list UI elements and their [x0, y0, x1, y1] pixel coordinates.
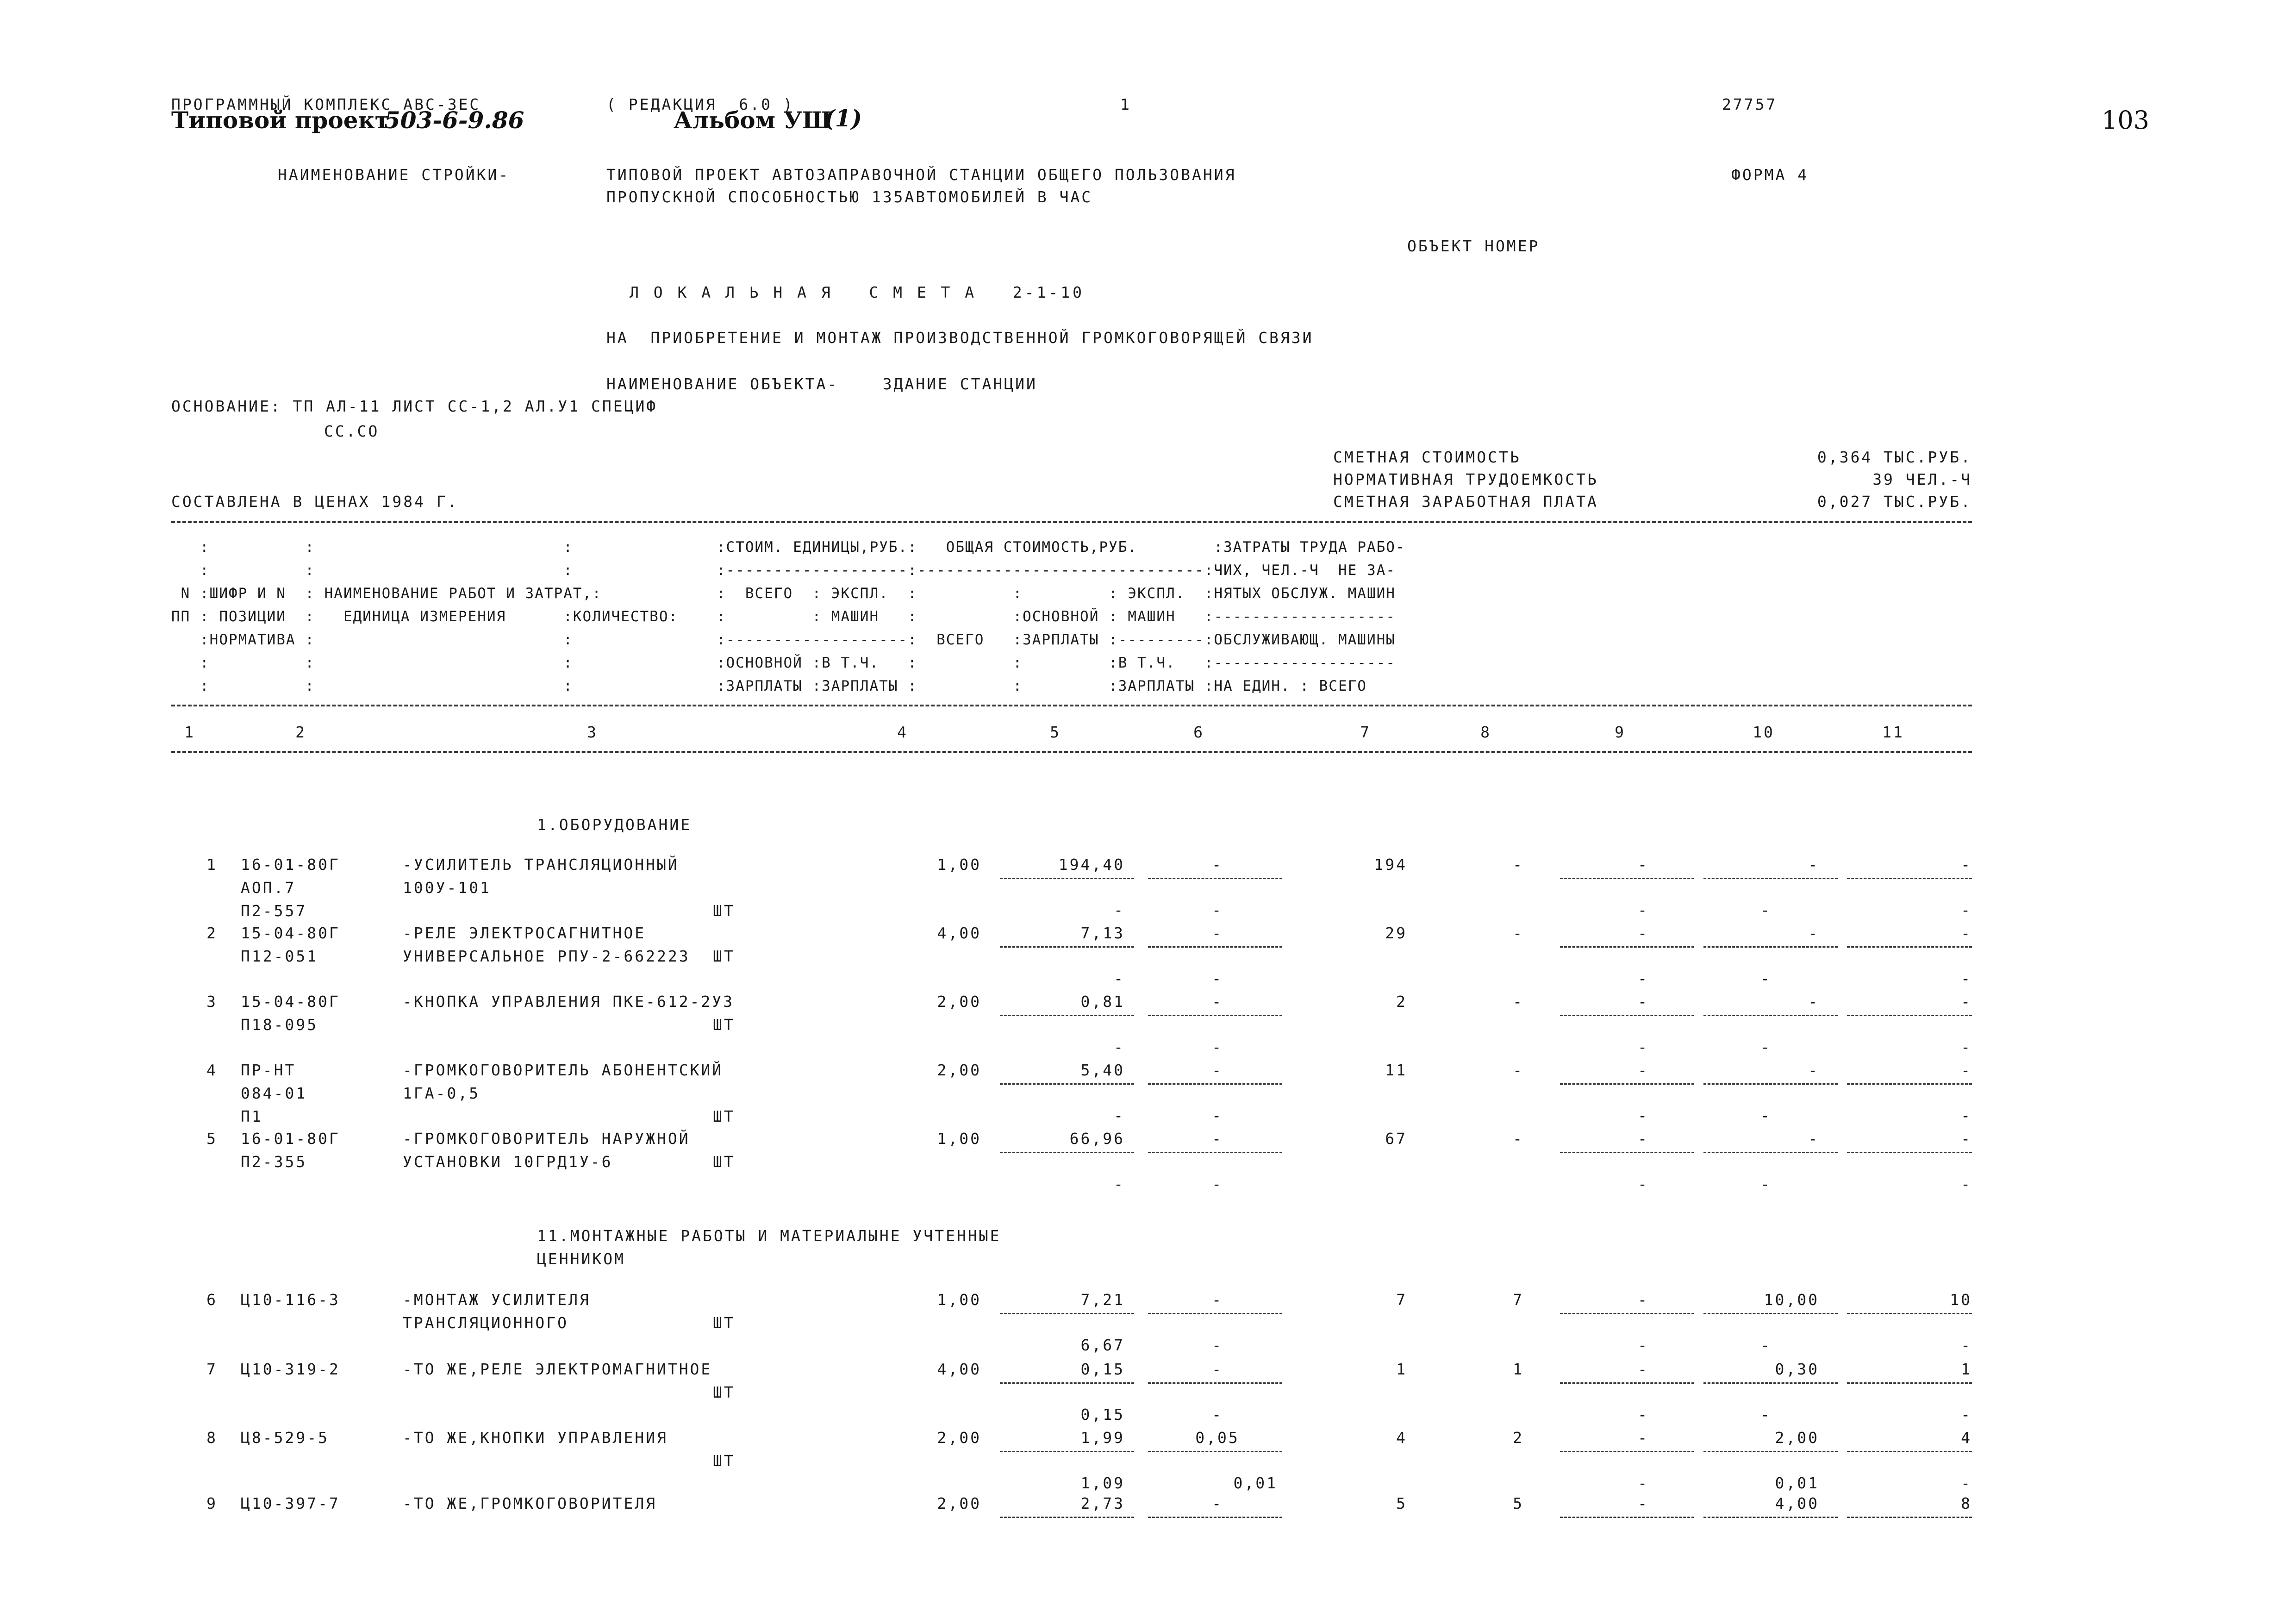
work-name: -ТО ЖЕ,РЕЛЕ ЭЛЕКТРОМАГНИТНОЕ — [403, 1360, 712, 1378]
position-code: П2-557 — [241, 902, 307, 920]
labor-machines-per-unit: - — [1760, 1038, 1772, 1056]
labor-per-unit: - — [1808, 1130, 1819, 1148]
labor-machines-total: - — [1961, 1038, 1972, 1056]
unit-cost-wages: - — [1114, 1038, 1125, 1056]
total-machine-wages: - — [1638, 1405, 1649, 1424]
cell-divider — [1847, 1152, 1972, 1153]
cell-divider — [1703, 1382, 1838, 1384]
unit-cost-total: 66,96 — [1069, 1130, 1125, 1148]
album-label: Альбом УШ — [674, 106, 832, 134]
work-name: -УСИЛИТЕЛЬ ТРАНСЛЯЦИОННЫЙ — [403, 856, 679, 874]
row-number: 7 — [206, 1360, 218, 1378]
total-machine-wages: - — [1638, 1336, 1649, 1354]
labor-machines-per-unit: - — [1760, 1336, 1772, 1354]
object-name: НАИМЕНОВАНИЕ ОБЪЕКТА- ЗДАНИЕ СТАНЦИИ — [606, 375, 1037, 393]
header-rule-top — [171, 521, 1972, 523]
labor-total: - — [1961, 1130, 1972, 1148]
cell-divider — [1703, 1152, 1838, 1153]
labor-machines-total: - — [1961, 1175, 1972, 1193]
unit-cost-wages: 1,09 — [1080, 1474, 1125, 1492]
cell-divider — [1000, 878, 1134, 879]
cell-divider — [1560, 1015, 1694, 1016]
quantity: 2,00 — [937, 1429, 981, 1447]
col-number: 7 — [1360, 723, 1371, 741]
cell-divider — [1148, 878, 1282, 879]
position-code: Ц10-116-3 — [241, 1291, 340, 1309]
position-code: Ц10-397-7 — [241, 1494, 340, 1512]
unit-cost-machines: 0,05 — [1195, 1429, 1240, 1447]
cell-divider — [1148, 1152, 1282, 1153]
work-name: УСТАНОВКИ 10ГРД1У-6 — [403, 1153, 613, 1171]
cell-divider — [1847, 1015, 1972, 1016]
totals-value-1: 39 ЧЕЛ.-Ч — [1872, 470, 1972, 488]
section-equipment-title: 1.ОБОРУДОВАНИЕ — [537, 816, 692, 834]
cell-divider — [1847, 1517, 1972, 1518]
cell-divider — [1000, 1152, 1134, 1153]
quantity: 4,00 — [937, 924, 981, 942]
cell-divider — [1148, 946, 1282, 948]
unit-of-measure: ШТ — [713, 1452, 735, 1470]
work-name: -ГРОМКОГОВОРИТЕЛЬ АБОНЕНТСКИЙ — [403, 1061, 724, 1079]
labor-per-unit: - — [1808, 924, 1819, 942]
cell-divider — [1000, 1083, 1134, 1085]
col-number: 11 — [1882, 723, 1904, 741]
total-machine-wages: - — [1638, 1175, 1649, 1193]
cell-divider — [1000, 1451, 1134, 1452]
position-code: П12-051 — [241, 947, 318, 965]
cell-divider — [1560, 1083, 1694, 1085]
totals-label-2: СМЕТНАЯ ЗАРАБОТНАЯ ПЛАТА — [1333, 493, 1598, 511]
labor-total: 1 — [1961, 1360, 1972, 1378]
section-installation-title-cont: ЦЕННИКОМ — [537, 1250, 625, 1268]
labor-total: - — [1961, 924, 1972, 942]
cell-divider — [1703, 1517, 1838, 1518]
position-code: 16-01-80Г — [241, 1130, 340, 1148]
row-number: 2 — [206, 924, 218, 942]
unit-cost-machines: - — [1212, 1291, 1223, 1309]
cell-divider — [1703, 1083, 1838, 1085]
unit-cost-machines: - — [1212, 1061, 1223, 1079]
cell-divider — [1148, 1382, 1282, 1384]
quantity: 2,00 — [937, 1494, 981, 1512]
work-name: 1ГА-0,5 — [403, 1084, 480, 1102]
cell-divider — [1847, 1382, 1972, 1384]
labor-per-unit: 2,00 — [1775, 1429, 1819, 1447]
cell-divider — [1703, 878, 1838, 879]
unit-cost-total: 1,99 — [1080, 1429, 1125, 1447]
basis-line1: ОСНОВАНИЕ: ТП АЛ-11 ЛИСТ СС-1,2 АЛ.У1 СПЕЦИФ — [171, 397, 658, 415]
cell-divider — [1560, 1313, 1694, 1314]
cell-divider — [1560, 1517, 1694, 1518]
unit-cost-total: 2,73 — [1080, 1494, 1125, 1512]
unit-cost-machines: - — [1212, 993, 1223, 1011]
quantity: 2,00 — [937, 993, 981, 1011]
total-wages: 2 — [1513, 1429, 1524, 1447]
cell-divider — [1148, 1015, 1282, 1016]
unit-cost-wages: - — [1114, 1106, 1125, 1124]
row-number: 1 — [206, 856, 218, 874]
table-header-line-3: ПП : ПОЗИЦИИ : ЕДИНИЦА ИЗМЕРЕНИЯ :КОЛИЧЕСТВО: : : МАШИН : :ОСНОВНОЙ : МАШИН :------------------- — [171, 608, 1396, 625]
table-header-line-4: :НОРМАТИВА : : :-------------------: ВСЕГО :ЗАРПЛАТЫ :---------:ОБСЛУЖИВАЮЩ. МАШИНЫ — [171, 631, 1396, 648]
unit-cost-wages: 0,15 — [1080, 1405, 1125, 1424]
form-number: ФОРМА 4 — [1731, 166, 1809, 184]
cell-divider — [1148, 1083, 1282, 1085]
cell-divider — [1000, 1015, 1134, 1016]
total-cost: 194 — [1374, 856, 1407, 874]
row-number: 6 — [206, 1291, 218, 1309]
total-machine-wages: - — [1638, 1038, 1649, 1056]
program-edition: ( РЕДАКЦИЯ 6.0 ) — [606, 95, 794, 113]
unit-cost-machine-wages: - — [1212, 1038, 1223, 1056]
total-wages: 7 — [1513, 1291, 1524, 1309]
cell-divider — [1703, 1451, 1838, 1452]
table-header-line-2: N :ШИФР И N : НАИМЕНОВАНИЕ РАБОТ И ЗАТРАТ,: : ВСЕГО : ЭКСПЛ. : : : ЭКСПЛ. :НЯТЫХ ОБСЛУЖ. МАШИН — [171, 585, 1396, 602]
col-number: 8 — [1480, 723, 1491, 741]
total-wages: 5 — [1513, 1494, 1524, 1512]
quantity: 2,00 — [937, 1061, 981, 1079]
cell-divider — [1847, 1313, 1972, 1314]
labor-total: - — [1961, 856, 1972, 874]
project-number: 503-6-9.86 — [384, 106, 524, 134]
page-number: 1 — [1120, 95, 1131, 113]
work-name: -КНОПКА УПРАВЛЕНИЯ ПКЕ-612-2У3 — [403, 993, 735, 1011]
total-wages: - — [1513, 1130, 1524, 1148]
header-rule-mid — [171, 705, 1972, 706]
labor-machines-per-unit: - — [1760, 901, 1772, 919]
work-name: -ГРОМКОГОВОРИТЕЛЬ НАРУЖНОЙ — [403, 1130, 690, 1148]
total-cost: 5 — [1396, 1494, 1407, 1512]
totals-value-2: 0,027 ТЫС.РУБ. — [1817, 493, 1972, 511]
cell-divider — [1000, 1382, 1134, 1384]
total-machines: - — [1638, 856, 1649, 874]
position-code: 15-04-80Г — [241, 993, 340, 1011]
unit-cost-machines: - — [1212, 924, 1223, 942]
totals-label-0: СМЕТНАЯ СТОИМОСТЬ — [1333, 448, 1521, 466]
total-cost: 11 — [1385, 1061, 1407, 1079]
position-code: П2-355 — [241, 1153, 307, 1171]
total-cost: 2 — [1396, 993, 1407, 1011]
cell-divider — [1148, 1451, 1282, 1452]
total-machines: - — [1638, 1494, 1649, 1512]
cell-divider — [1847, 1083, 1972, 1085]
col-number: 10 — [1753, 723, 1775, 741]
total-machines: - — [1638, 1360, 1649, 1378]
labor-total: 4 — [1961, 1429, 1972, 1447]
total-machine-wages: - — [1638, 901, 1649, 919]
total-machines: - — [1638, 993, 1649, 1011]
work-name: 100У-101 — [403, 879, 491, 897]
table-header-line-6: : : : :ЗАРПЛАТЫ :ЗАРПЛАТЫ : : :ЗАРПЛАТЫ :НА ЕДИН. : ВСЕГО — [171, 678, 1367, 694]
basis-line2: СС.СО — [324, 422, 380, 440]
work-name: -МОНТАЖ УСИЛИТЕЛЯ — [403, 1291, 591, 1309]
project-label: Типовой проект — [171, 106, 389, 134]
cell-divider — [1703, 1313, 1838, 1314]
position-code: П1 — [241, 1107, 263, 1125]
total-wages: - — [1513, 856, 1524, 874]
total-cost: 1 — [1396, 1360, 1407, 1378]
object-number: ОБЪЕКТ НОМЕР — [1407, 237, 1540, 255]
unit-cost-machine-wages: - — [1212, 1175, 1223, 1193]
unit-cost-machine-wages: - — [1212, 1405, 1223, 1424]
site-name-line2: ПРОПУСКНОЙ СПОСОБНОСТЬЮ 135АВТОМОБИЛЕЙ В ЧАС — [606, 188, 1093, 206]
cell-divider — [1847, 1451, 1972, 1452]
position-code: 084-01 — [241, 1084, 307, 1102]
document-code: 27757 — [1722, 95, 1778, 113]
unit-cost-machine-wages: 0,01 — [1233, 1474, 1278, 1492]
work-name: УНИВЕРСАЛЬНОЕ РПУ-2-662223 — [403, 947, 690, 965]
col-number: 9 — [1615, 723, 1626, 741]
total-wages: - — [1513, 924, 1524, 942]
prices-basis: СОСТАВЛЕНА В ЦЕНАХ 1984 Г. — [171, 493, 459, 511]
row-number: 4 — [206, 1061, 218, 1079]
position-code: Ц8-529-5 — [241, 1429, 329, 1447]
total-machines: - — [1638, 924, 1649, 942]
unit-cost-wages: - — [1114, 969, 1125, 987]
col-number: 4 — [897, 723, 908, 741]
labor-total: 10 — [1950, 1291, 1972, 1309]
col-number: 3 — [587, 723, 598, 741]
album-part: (1) — [824, 105, 862, 132]
row-number: 3 — [206, 993, 218, 1011]
labor-per-unit: 0,30 — [1775, 1360, 1819, 1378]
labor-machines-total: - — [1961, 1474, 1972, 1492]
cell-divider — [1148, 1313, 1282, 1314]
position-code: 15-04-80Г — [241, 924, 340, 942]
unit-cost-machines: - — [1212, 1130, 1223, 1148]
unit-cost-machine-wages: - — [1212, 901, 1223, 919]
unit-of-measure: ШТ — [713, 902, 735, 920]
unit-of-measure: ШТ — [713, 1107, 735, 1125]
labor-per-unit: - — [1808, 1061, 1819, 1079]
position-code: ПР-НТ — [241, 1061, 296, 1079]
total-machines: - — [1638, 1291, 1649, 1309]
col-number: 1 — [184, 723, 195, 741]
total-cost: 67 — [1385, 1130, 1407, 1148]
cell-divider — [1560, 878, 1694, 879]
total-machines: - — [1638, 1061, 1649, 1079]
cell-divider — [1703, 946, 1838, 948]
unit-of-measure: ШТ — [713, 1383, 735, 1401]
site-name-line1: ТИПОВОЙ ПРОЕКТ АВТОЗАПРАВОЧНОЙ СТАНЦИИ ОБЩЕГО ПОЛЬЗОВАНИЯ — [606, 166, 1236, 184]
labor-machines-per-unit: - — [1760, 969, 1772, 987]
total-machine-wages: - — [1638, 1474, 1649, 1492]
total-wages: 1 — [1513, 1360, 1524, 1378]
table-header-line-1: : : : :-------------------:------------------------------:ЧИХ, ЧЕЛ.-Ч НЕ ЗА- — [171, 562, 1396, 579]
labor-machines-per-unit: - — [1760, 1405, 1772, 1424]
sheet-number: 103 — [2102, 106, 2150, 135]
labor-machines-per-unit: 0,01 — [1775, 1474, 1819, 1492]
row-number: 5 — [206, 1130, 218, 1148]
total-wages: - — [1513, 1061, 1524, 1079]
labor-per-unit: 4,00 — [1775, 1494, 1819, 1512]
cell-divider — [1000, 946, 1134, 948]
cell-divider — [1148, 1517, 1282, 1518]
cell-divider — [1000, 1313, 1134, 1314]
position-code: П18-095 — [241, 1016, 318, 1034]
col-number: 2 — [295, 723, 306, 741]
work-name: ТРАНСЛЯЦИОННОГО — [403, 1314, 569, 1332]
cell-divider — [1000, 1517, 1134, 1518]
labor-machines-total: - — [1961, 901, 1972, 919]
table-header-line-5: : : : :ОСНОВНОЙ :В Т.Ч. : : :В Т.Ч. :------------------- — [171, 655, 1396, 671]
quantity: 4,00 — [937, 1360, 981, 1378]
cell-divider — [1560, 946, 1694, 948]
unit-cost-machines: - — [1212, 1360, 1223, 1378]
labor-machines-per-unit: - — [1760, 1106, 1772, 1124]
labor-total: - — [1961, 1061, 1972, 1079]
labor-total: - — [1961, 993, 1972, 1011]
labor-machines-total: - — [1961, 969, 1972, 987]
cell-divider — [1847, 878, 1972, 879]
position-code: Ц10-319-2 — [241, 1360, 340, 1378]
total-machines: - — [1638, 1130, 1649, 1148]
estimate-subject: НА ПРИОБРЕТЕНИЕ И МОНТАЖ ПРОИЗВОДСТВЕННОЙ ГРОМКОГОВОРЯЩЕЙ СВЯЗИ — [606, 329, 1314, 347]
quantity: 1,00 — [937, 1130, 981, 1148]
unit-cost-total: 0,15 — [1080, 1360, 1125, 1378]
cell-divider — [1847, 946, 1972, 948]
total-machines: - — [1638, 1429, 1649, 1447]
unit-cost-wages: - — [1114, 901, 1125, 919]
work-name: -РЕЛЕ ЭЛЕКТРОСАГНИТНОЕ — [403, 924, 646, 942]
unit-cost-total: 7,21 — [1080, 1291, 1125, 1309]
unit-cost-machine-wages: - — [1212, 1336, 1223, 1354]
unit-cost-machine-wages: - — [1212, 1106, 1223, 1124]
unit-cost-machines: - — [1212, 856, 1223, 874]
labor-per-unit: - — [1808, 993, 1819, 1011]
row-number: 9 — [206, 1494, 218, 1512]
cell-divider — [1703, 1015, 1838, 1016]
unit-cost-total: 7,13 — [1080, 924, 1125, 942]
unit-of-measure: ШТ — [713, 947, 735, 965]
unit-cost-wages: - — [1114, 1175, 1125, 1193]
labor-per-unit: 10,00 — [1764, 1291, 1819, 1309]
total-machine-wages: - — [1638, 1106, 1649, 1124]
labor-machines-total: - — [1961, 1405, 1972, 1424]
row-number: 8 — [206, 1429, 218, 1447]
position-code: 16-01-80Г — [241, 856, 340, 874]
unit-cost-total: 0,81 — [1080, 993, 1125, 1011]
labor-machines-total: - — [1961, 1336, 1972, 1354]
total-cost: 4 — [1396, 1429, 1407, 1447]
totals-label-1: НОРМАТИВНАЯ ТРУДОЕМКОСТЬ — [1333, 470, 1598, 488]
section-installation-title: 11.МОНТАЖНЫЕ РАБОТЫ И МАТЕРИАЛЫНЕ УЧТЕННЫЕ — [537, 1227, 1001, 1245]
work-name: -ТО ЖЕ,ГРОМКОГОВОРИТЕЛЯ — [403, 1494, 657, 1512]
labor-total: 8 — [1961, 1494, 1972, 1512]
site-label: НАИМЕНОВАНИЕ СТРОЙКИ- — [278, 166, 510, 184]
unit-cost-wages: 6,67 — [1080, 1336, 1125, 1354]
unit-cost-total: 194,40 — [1058, 856, 1125, 874]
labor-machines-total: - — [1961, 1106, 1972, 1124]
unit-cost-total: 5,40 — [1080, 1061, 1125, 1079]
labor-machines-per-unit: - — [1760, 1175, 1772, 1193]
program-name: ПРОГРАММНЫЙ КОМПЛЕКС АВС-ЗЕС — [171, 95, 481, 113]
unit-of-measure: ШТ — [713, 1016, 735, 1034]
header-rule-bottom — [171, 751, 1972, 753]
quantity: 1,00 — [937, 856, 981, 874]
unit-cost-machine-wages: - — [1212, 969, 1223, 987]
quantity: 1,00 — [937, 1291, 981, 1309]
total-cost: 29 — [1385, 924, 1407, 942]
unit-of-measure: ШТ — [713, 1314, 735, 1332]
totals-value-0: 0,364 ТЫС.РУБ. — [1817, 448, 1972, 466]
cell-divider — [1560, 1382, 1694, 1384]
table-header-line-0: : : : :СТОИМ. ЕДИНИЦЫ,РУБ.: ОБЩАЯ СТОИМОСТЬ,РУБ. :ЗАТРАТЫ ТРУДА РАБО- — [171, 539, 1405, 556]
work-name: -ТО ЖЕ,КНОПКИ УПРАВЛЕНИЯ — [403, 1429, 668, 1447]
total-wages: - — [1513, 993, 1524, 1011]
total-machine-wages: - — [1638, 969, 1649, 987]
unit-cost-machines: - — [1212, 1494, 1223, 1512]
col-number: 5 — [1050, 723, 1061, 741]
cell-divider — [1560, 1451, 1694, 1452]
position-code: АОП.7 — [241, 879, 296, 897]
estimate-title: Л О К А Л Ь Н А Я С М Е Т А 2-1-10 — [630, 283, 1085, 301]
col-number: 6 — [1193, 723, 1204, 741]
total-cost: 7 — [1396, 1291, 1407, 1309]
labor-per-unit: - — [1808, 856, 1819, 874]
unit-of-measure: ШТ — [713, 1153, 735, 1171]
cell-divider — [1560, 1152, 1694, 1153]
